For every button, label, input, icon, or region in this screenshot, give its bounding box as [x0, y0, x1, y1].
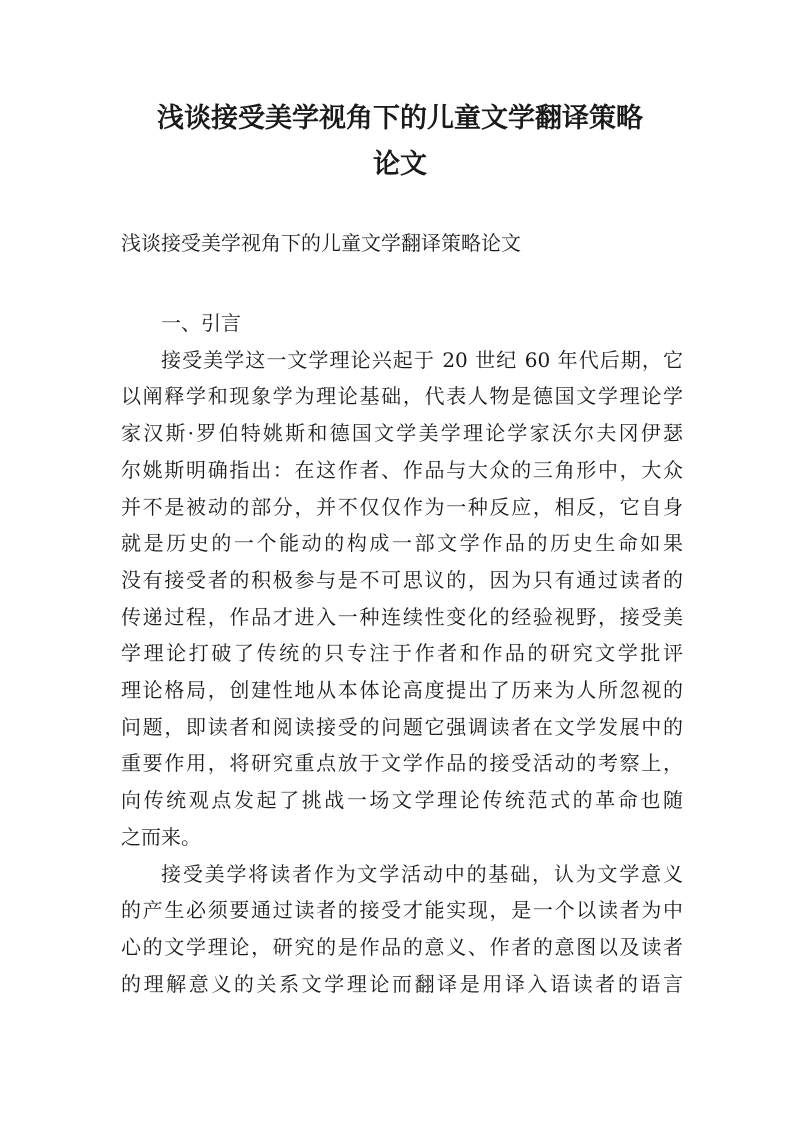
document-subtitle: 浅谈接受美学视角下的儿童文学翻译策略论文 [121, 231, 521, 255]
paragraph-line: 尔姚斯明确指出：在这作者、作品与大众的三角形中，大众 [121, 457, 683, 482]
title-line-2: 论文 [373, 149, 427, 180]
paragraph-line: 问题，即读者和阅读接受的问题它强调读者在文学发展中的 [121, 714, 683, 739]
section-heading: 一、引言 [161, 311, 241, 335]
paragraph-2 [121, 856, 683, 1003]
paragraph-line: 心的文学理论，研究的是作品的意义、作者的意图以及读者 [121, 934, 683, 959]
document-title [100, 96, 700, 188]
paragraph-line: 并不是被动的部分，并不仅仅作为一种反应，相反，它自身 [121, 494, 683, 519]
title-line-1: 浅谈接受美学视角下的儿童文学翻译策略 [157, 103, 643, 134]
paragraph-line: 接受美学这一文学理论兴起于 20 世纪 60 年代后期，它 [161, 347, 683, 372]
paragraph-line: 就是历史的一个能动的构成一部文学作品的历史生命如果 [121, 531, 683, 556]
paragraph-line: 家汉斯·罗伯特姚斯和德国文学美学理论学家沃尔夫冈伊瑟 [121, 421, 683, 446]
document-body [121, 305, 683, 1002]
paragraph-line: 重要作用，将研究重点放于文学作品的接受活动的考察上， [121, 751, 683, 776]
paragraph-line: 之而来。 [121, 824, 201, 849]
paragraph-1 [121, 342, 683, 856]
paragraph-line: 以阐释学和现象学为理论基础，代表人物是德国文学理论学 [121, 384, 683, 409]
paragraph-line: 学理论打破了传统的只专注于作者和作品的研究文学批评 [121, 641, 683, 666]
paragraph-line: 理论格局，创建性地从本体论高度提出了历来为人所忽视的 [121, 678, 683, 703]
paragraph-line: 的理解意义的关系文学理论而翻译是用译入语读者的语言 [121, 971, 683, 996]
paragraph-line: 没有接受者的积极参与是不可思议的，因为只有通过读者的 [121, 567, 683, 592]
paragraph-line: 传递过程，作品才进入一种连续性变化的经验视野，接受美 [121, 604, 683, 629]
paragraph-line: 的产生必须要通过读者的接受才能实现，是一个以读者为中 [121, 898, 683, 923]
paragraph-line: 接受美学将读者作为文学活动中的基础，认为文学意义 [161, 861, 683, 886]
paragraph-line: 向传统观点发起了挑战一场文学理论传统范式的革命也随 [121, 788, 683, 813]
